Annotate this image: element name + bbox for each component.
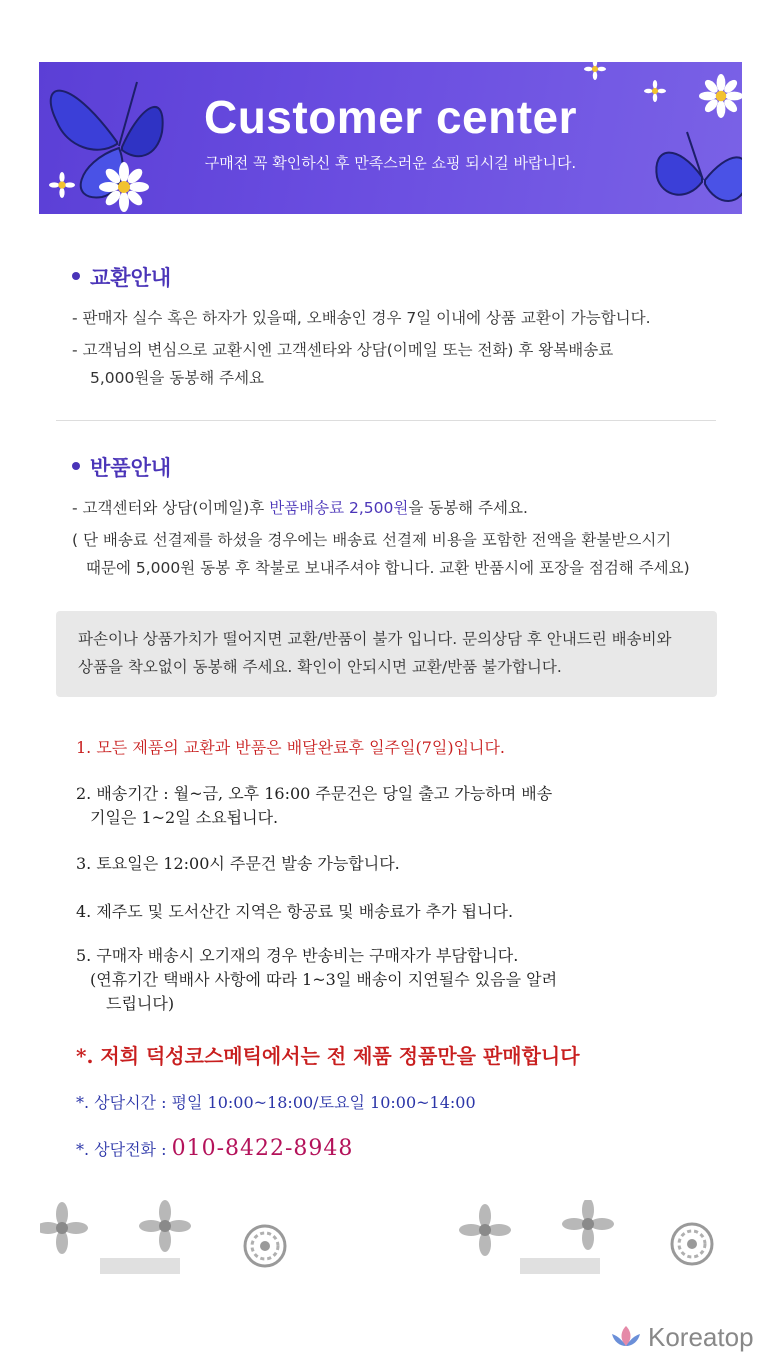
notice-line-1: 파손이나 상품가치가 떨어지면 교환/반품이 불가 입니다. 문의상담 후 안내드린 배송비와 <box>78 630 672 648</box>
flower-icon <box>139 1200 191 1252</box>
koreatop-logo-icon <box>608 1322 644 1352</box>
daisy-small-icon <box>49 172 75 198</box>
return-line-2: ( 단 배송료 선결제를 하셨을 경우에는 배송료 선결제 비용을 포함한 전액을 환불받으시기 <box>72 531 672 549</box>
section-divider <box>56 420 716 421</box>
flower-icon <box>562 1200 614 1250</box>
return-line-3: 때문에 5,000원 동봉 후 착불로 보내주셔야 합니다. 교환 반품시에 포장을 점검해 주세요) <box>86 559 690 577</box>
rule-2a: 2. 배송기간 : 월~금, 오후 16:00 주문건은 당일 출고 가능하며 배송 <box>76 784 553 803</box>
rule-5b: (연휴기간 택배사 사항에 따라 1~3일 배송이 지연될수 있음을 알려 <box>90 970 558 989</box>
consult-hours: *. 상담시간 : 평일 10:00~18:00/토요일 10:00~14:00 <box>76 1093 476 1112</box>
exchange-line-1: - 판매자 실수 혹은 하자가 있을때, 오배송인 경우 7일 이내에 상품 교환이 가능합니다. <box>72 309 651 327</box>
return-title: 반품안내 <box>72 452 171 482</box>
banner-title: Customer center <box>203 91 578 143</box>
phone-number: 010-8422-8948 <box>171 1136 354 1161</box>
bullet-icon <box>72 272 80 280</box>
bullet-icon <box>72 462 80 470</box>
genuine-notice: *. 저희 덕성코스메틱에서는 전 제품 정품만을 판매합니다 <box>76 1044 580 1068</box>
rule-3: 3. 토요일은 12:00시 주문건 발송 가능합니다. <box>76 854 400 873</box>
rule-2b: 기일은 1~2일 소요됩니다. <box>90 808 279 827</box>
notice-box <box>56 611 717 697</box>
flower-icon <box>459 1204 511 1256</box>
phone-label: *. 상담전화 : <box>76 1140 167 1159</box>
exchange-line-2: - 고객님의 변심으로 교환시엔 고객센타와 상담(이메일 또는 전화) 후 왕복배송료 <box>72 341 614 359</box>
rule-1: 1. 모든 제품의 교환과 반품은 배달완료후 일주일(7일)입니다. <box>76 738 506 757</box>
exchange-title: 교환안내 <box>72 262 171 292</box>
flower-decoration <box>40 1200 745 1280</box>
customer-center-banner <box>39 62 742 214</box>
notice-line-2: 상품을 착오없이 동봉해 주세요. 확인이 안되시면 교환/반품 불가합니다. <box>78 658 562 676</box>
ornament-icon <box>672 1224 712 1264</box>
consult-phone-row <box>76 1136 353 1161</box>
exchange-line-3: 5,000원을 동봉해 주세요 <box>90 369 265 387</box>
koreatop-watermark: Koreatop <box>648 1322 754 1352</box>
return-line-1: - 고객센터와 상담(이메일)후 반품배송료 2,500원을 동봉해 주세요. <box>72 499 528 517</box>
banner-subtitle: 구매전 꼭 확인하신 후 만족스러운 쇼핑 되시길 바랍니다. <box>204 154 577 172</box>
daisy-tiny-icon <box>584 62 606 80</box>
rule-4: 4. 제주도 및 도서산간 지역은 항공료 및 배송료가 추가 됩니다. <box>76 902 514 921</box>
ornament-icon <box>245 1226 285 1266</box>
rule-5c: 드립니다) <box>106 994 175 1013</box>
return-fee-highlight: 반품배송료 2,500원 <box>269 499 409 517</box>
flower-icon <box>40 1202 88 1254</box>
rule-5a: 5. 구매자 배송시 오기재의 경우 반송비는 구매자가 부담합니다. <box>76 946 519 965</box>
